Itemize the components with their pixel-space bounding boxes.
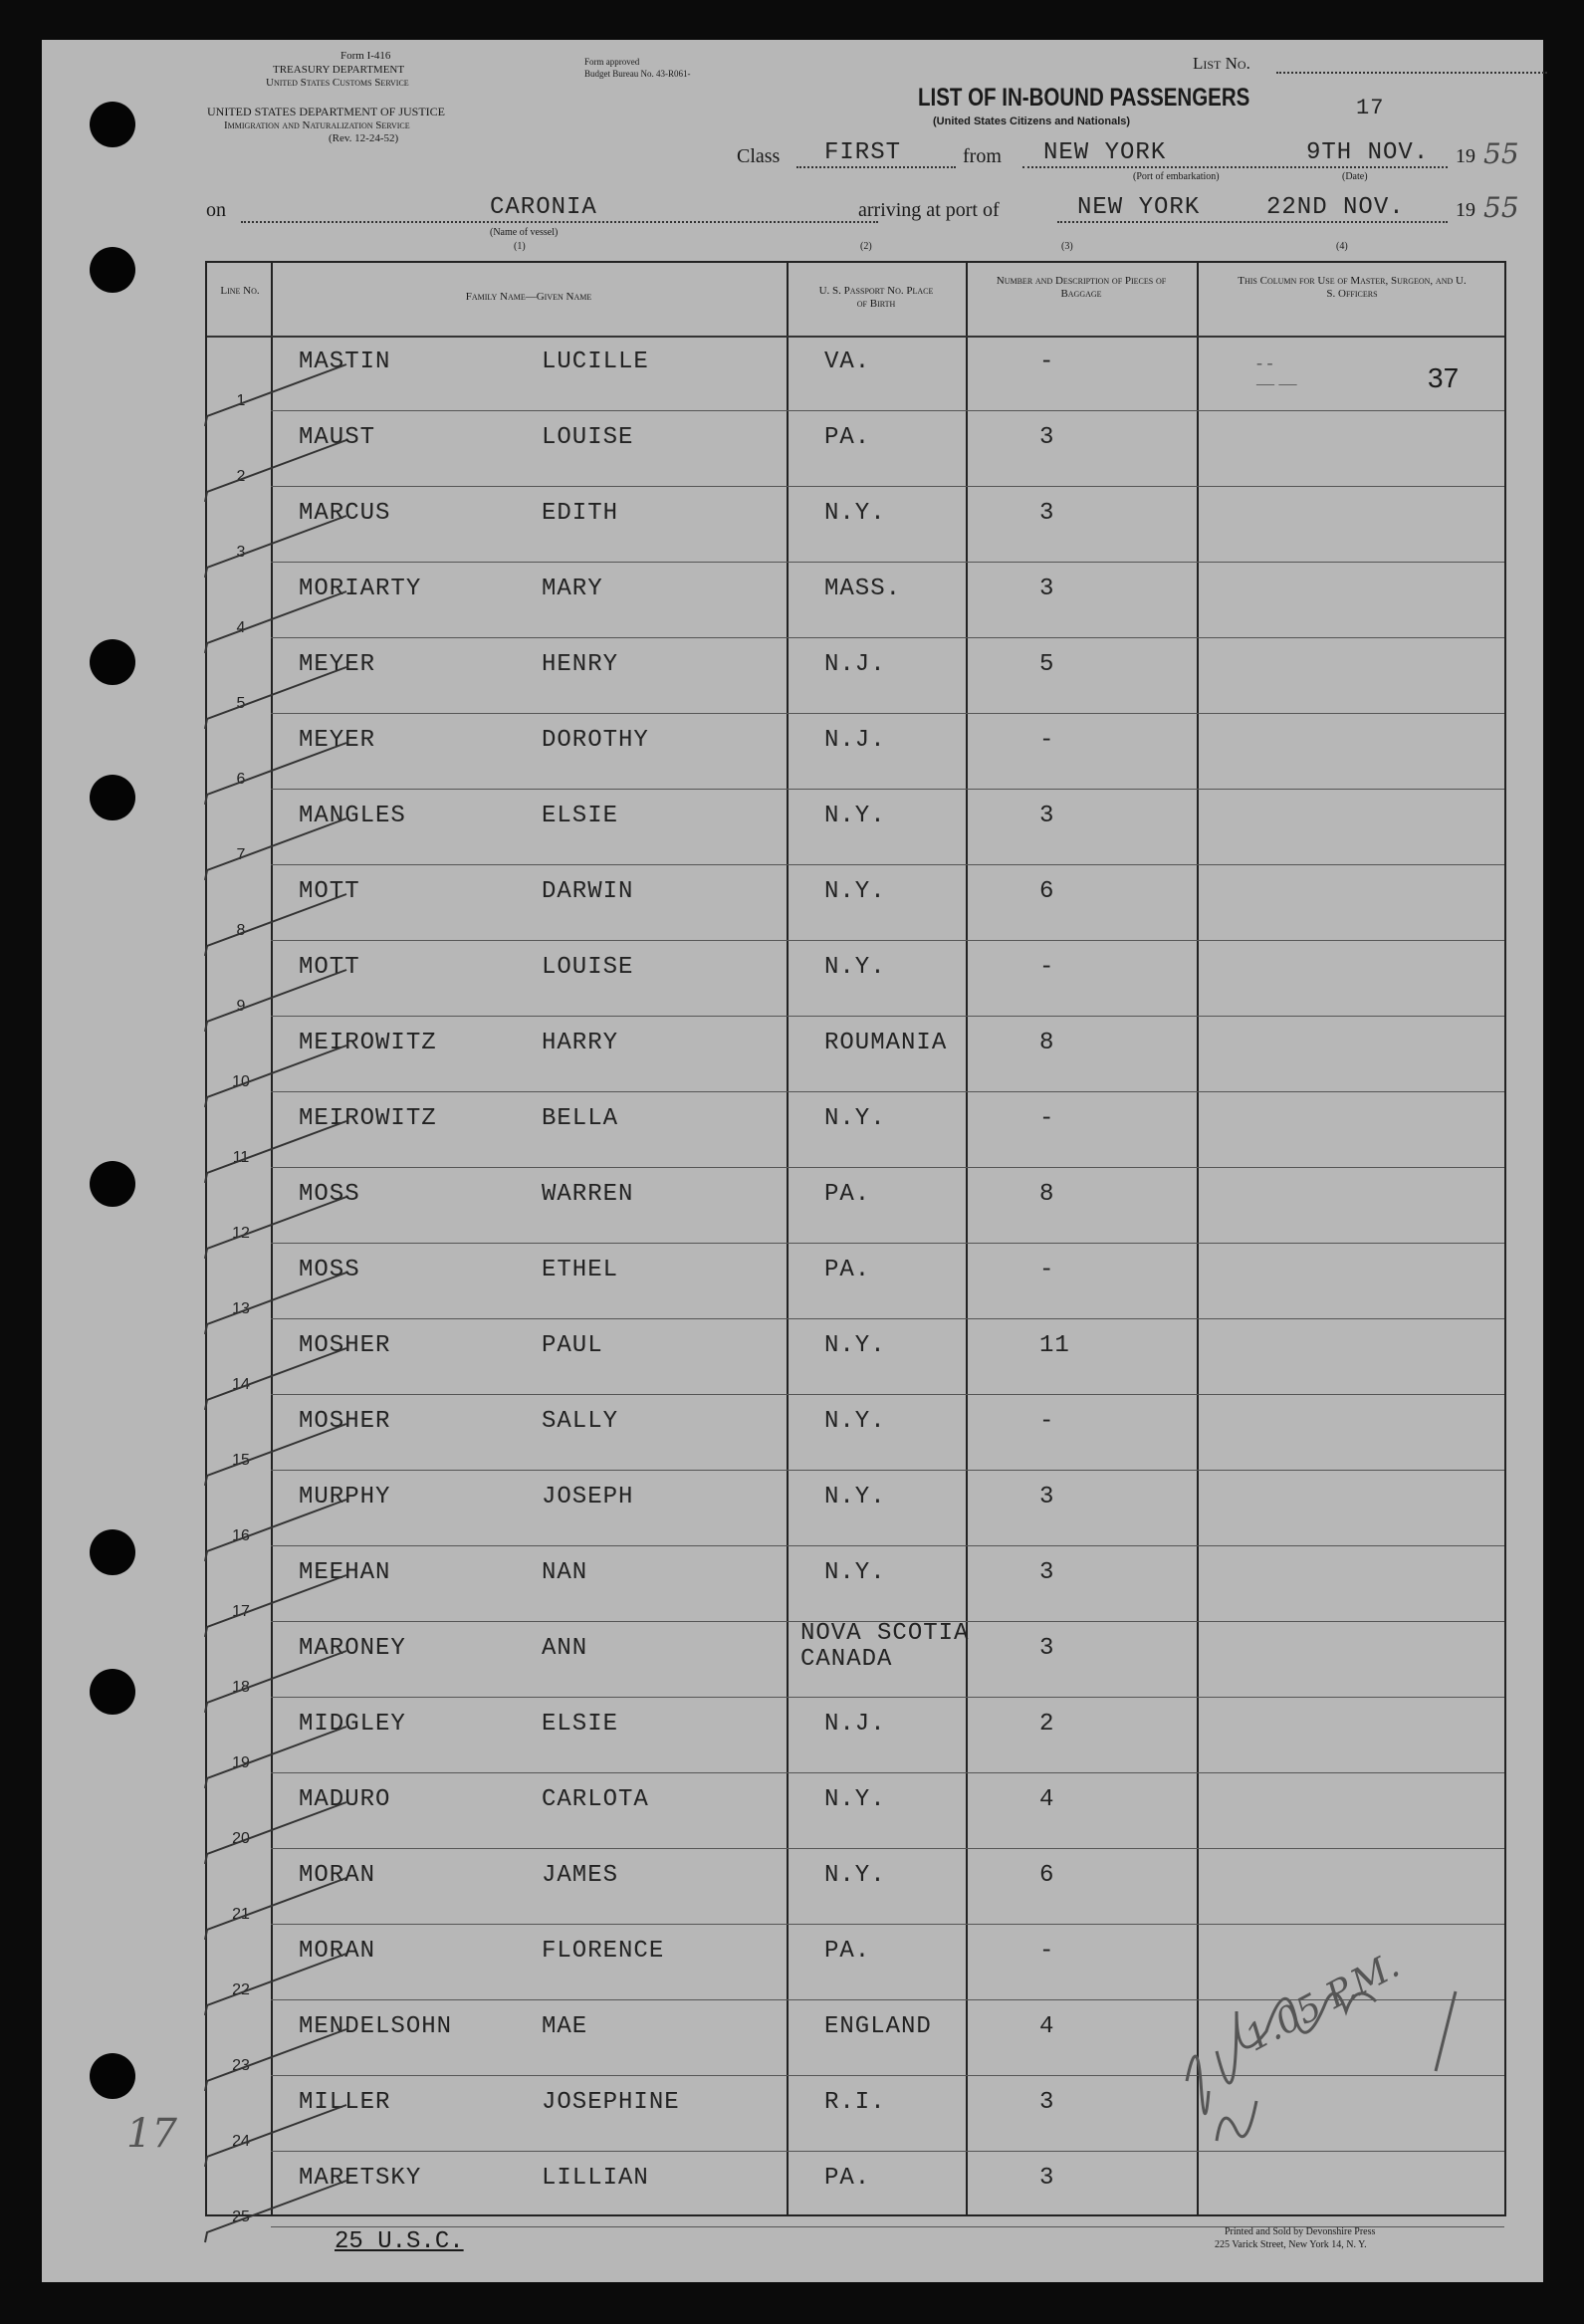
family-name: MOSHER	[299, 1332, 391, 1359]
arriving-line	[1057, 221, 1448, 223]
family-name: MOSHER	[299, 1408, 391, 1435]
line-number: 16	[232, 1527, 250, 1544]
place-of-birth: N.J.	[824, 651, 886, 678]
line-number: 12	[232, 1225, 250, 1242]
punch-hole	[90, 775, 135, 820]
row-divider	[271, 1545, 1504, 1546]
place-of-birth: N.Y.	[824, 1559, 886, 1586]
row-divider	[271, 410, 1504, 411]
treasury-department: TREASURY DEPARTMENT	[273, 64, 405, 76]
place-of-birth: PA.	[824, 1938, 871, 1965]
row-divider	[271, 1167, 1504, 1168]
line-number: 22	[232, 1981, 250, 1998]
given-name: FLORENCE	[542, 1938, 665, 1965]
row-divider	[271, 486, 1504, 487]
baggage-count: 3	[1039, 1635, 1055, 1662]
date-caption: (Date)	[1342, 171, 1368, 182]
table-row	[207, 1699, 1504, 1774]
table-row	[207, 337, 1504, 412]
list-no-line	[1276, 72, 1547, 74]
baggage-count: 3	[1039, 2089, 1055, 2116]
row-divider	[271, 1394, 1504, 1395]
row-divider	[271, 1697, 1504, 1698]
place-of-birth: MASS.	[824, 576, 902, 602]
family-name: MORIARTY	[299, 576, 422, 602]
table-row	[207, 1620, 1504, 1699]
baggage-count: 6	[1039, 878, 1055, 905]
punch-hole	[90, 102, 135, 147]
family-name: MIDGLEY	[299, 1711, 406, 1738]
given-name: NAN	[542, 1559, 588, 1586]
usc-code: 25 U.S.C.	[335, 2228, 464, 2255]
baggage-count: 2	[1039, 1711, 1055, 1738]
year-prefix-1: 19	[1456, 145, 1475, 167]
table-row	[207, 1018, 1504, 1093]
family-name: MEIROWITZ	[299, 1105, 437, 1132]
given-name: JOSEPHINE	[542, 2089, 680, 2116]
line-number: 18	[232, 1679, 250, 1696]
baggage-count: 11	[1039, 1332, 1070, 1359]
vessel-name: CARONIA	[490, 194, 597, 221]
line-number: 19	[232, 1754, 250, 1771]
col-header-baggage: Number and Description of Pieces of Baggage	[996, 275, 1167, 300]
line-number: 5	[236, 695, 246, 712]
given-name: LOUISE	[542, 954, 634, 981]
form-number: Form I-416	[340, 50, 391, 62]
table-row	[207, 488, 1504, 564]
baggage-count: -	[1039, 954, 1055, 981]
punch-hole	[90, 1669, 135, 1715]
table-row	[207, 1547, 1504, 1623]
family-name: MEYER	[299, 727, 376, 754]
budget-bureau-number: Budget Bureau No. 43-R061-	[584, 69, 691, 79]
line-number: 25	[232, 2208, 250, 2225]
arrival-port: NEW YORK	[1077, 194, 1201, 221]
table-row	[207, 1396, 1504, 1472]
line-number: 21	[232, 1906, 250, 1923]
given-name: ANN	[542, 1635, 588, 1662]
table-row	[207, 1472, 1504, 1547]
baggage-count: 6	[1039, 1862, 1055, 1889]
given-name: DOROTHY	[542, 727, 649, 754]
vessel-caption: (Name of vessel)	[490, 227, 559, 238]
baggage-count: 3	[1039, 424, 1055, 451]
family-name: MOTT	[299, 878, 360, 905]
column-ref-3: (3)	[1061, 241, 1073, 252]
row-divider	[271, 1016, 1504, 1017]
baggage-count: -	[1039, 1408, 1055, 1435]
baggage-count: 8	[1039, 1181, 1055, 1208]
col-header-line-no: Line No.	[220, 285, 260, 297]
col-header-passport: U. S. Passport No. Place of Birth	[818, 285, 934, 310]
line-number: 10	[232, 1073, 250, 1090]
place-of-birth: N.Y.	[824, 1408, 886, 1435]
given-name: LILLIAN	[542, 2165, 649, 2192]
line-number: 15	[232, 1452, 250, 1469]
baggage-count: 8	[1039, 1030, 1055, 1056]
printer-line-1: Printed and Sold by Devonshire Press	[1225, 2226, 1376, 2237]
family-name: MEIROWITZ	[299, 1030, 437, 1056]
line-number: 6	[236, 771, 246, 788]
baggage-count: -	[1039, 1257, 1055, 1283]
given-name: WARREN	[542, 1181, 634, 1208]
signature-time-note: 1.05 P.M.	[1239, 1945, 1407, 2060]
place-of-birth: N.Y.	[824, 1105, 886, 1132]
family-name: MAUST	[299, 424, 376, 451]
given-name: CARLOTA	[542, 1786, 649, 1813]
page-number: 17	[1356, 96, 1385, 120]
family-name: MANGLES	[299, 803, 406, 829]
family-name: MORAN	[299, 1938, 376, 1965]
place-of-birth: PA.	[824, 1181, 871, 1208]
line-number: 4	[236, 619, 246, 636]
check-mark	[197, 2173, 356, 2252]
justice-department: UNITED STATES DEPARTMENT OF JUSTICE	[207, 105, 446, 118]
baggage-count: 4	[1039, 1786, 1055, 1813]
place-of-birth: N.Y.	[824, 1332, 886, 1359]
place-of-birth: VA.	[824, 349, 871, 375]
line-number: 20	[232, 1830, 250, 1847]
punch-hole	[90, 247, 135, 293]
table-row	[207, 1093, 1504, 1169]
on-label: on	[206, 199, 226, 221]
family-name: MARONEY	[299, 1635, 406, 1662]
family-name: MEEHAN	[299, 1559, 391, 1586]
family-name: MARCUS	[299, 500, 391, 527]
family-name: MADURO	[299, 1786, 391, 1813]
row-divider	[271, 1848, 1504, 1849]
line-number: 17	[232, 1603, 250, 1620]
given-name: EDITH	[542, 500, 619, 527]
departure-date: 9TH NOV.	[1306, 139, 1430, 166]
family-name: MORAN	[299, 1862, 376, 1889]
passenger-table	[205, 261, 1506, 2225]
given-name: HARRY	[542, 1030, 619, 1056]
vessel-line	[241, 221, 878, 223]
place-of-birth: N.Y.	[824, 1862, 886, 1889]
punch-hole	[90, 639, 135, 685]
given-name: LOUISE	[542, 424, 634, 451]
table-row	[207, 564, 1504, 639]
year-2: 55	[1483, 191, 1519, 224]
place-of-birth: N.Y.	[824, 1484, 886, 1511]
given-name: MAE	[542, 2013, 588, 2040]
row-divider	[271, 1243, 1504, 1244]
table-row	[207, 1245, 1504, 1320]
table-row	[207, 866, 1504, 942]
line-number: 24	[232, 2133, 250, 2150]
line-number: 1	[236, 392, 246, 409]
col-header-name: Family Name—Given Name	[465, 291, 592, 303]
given-name: HENRY	[542, 651, 619, 678]
line-number: 7	[236, 846, 246, 863]
baggage-count: 5	[1039, 651, 1055, 678]
family-name: MOSS	[299, 1257, 360, 1283]
year-1: 55	[1483, 137, 1519, 170]
baggage-count: -	[1039, 349, 1055, 375]
customs-service: United States Customs Service	[266, 77, 409, 89]
column-ref-1: (1)	[514, 241, 526, 252]
from-label: from	[963, 145, 1002, 167]
baggage-count: 3	[1039, 803, 1055, 829]
row-divider	[271, 1772, 1504, 1773]
list-no-label: List No.	[1193, 54, 1250, 73]
place-of-birth: N.J.	[824, 727, 886, 754]
column-ref-4: (4)	[1336, 241, 1348, 252]
given-name: ELSIE	[542, 1711, 619, 1738]
punch-hole	[90, 1529, 135, 1575]
given-name: JAMES	[542, 1862, 619, 1889]
given-name: ELSIE	[542, 803, 619, 829]
baggage-count: 3	[1039, 1484, 1055, 1511]
form-title: LIST OF IN-BOUND PASSENGERS	[918, 84, 1250, 112]
row-divider	[271, 713, 1504, 714]
place-of-birth: ROUMANIA	[824, 1030, 948, 1056]
line-number: 11	[232, 1149, 250, 1166]
from-line	[1022, 166, 1296, 168]
line-number: 9	[236, 998, 246, 1015]
line-number: 13	[232, 1300, 250, 1317]
table-row	[207, 791, 1504, 866]
family-name: MARETSKY	[299, 2165, 422, 2192]
row-divider	[271, 1091, 1504, 1092]
table-row	[207, 1850, 1504, 1926]
class-line	[796, 166, 956, 168]
row-divider	[271, 789, 1504, 790]
given-name: PAUL	[542, 1332, 603, 1359]
family-name: MOTT	[299, 954, 360, 981]
col-header-officers: This Column for Use of Master, Surgeon, and U. S. Officers	[1238, 275, 1467, 300]
year-prefix-2: 19	[1456, 199, 1475, 221]
port-embarkation-caption: (Port of embarkation)	[1133, 171, 1220, 182]
baggage-count: -	[1039, 727, 1055, 754]
table-row	[207, 942, 1504, 1018]
row-divider	[271, 940, 1504, 941]
class-label: Class	[737, 145, 781, 167]
line-number: 2	[236, 468, 246, 485]
table-row	[207, 1169, 1504, 1245]
baggage-count: 3	[1039, 1559, 1055, 1586]
table-row	[207, 639, 1504, 715]
budget-approval: Form approved	[584, 57, 640, 67]
form-subtitle: (United States Citizens and Nationals)	[933, 116, 1131, 127]
table-row	[207, 1320, 1504, 1396]
officer-note-dashes: - - — —	[1256, 352, 1297, 393]
row-divider	[271, 637, 1504, 638]
place-of-birth: PA.	[824, 1257, 871, 1283]
printer-line-2: 225 Varick Street, New York 14, N. Y.	[1215, 2239, 1367, 2250]
place-of-birth: ENGLAND	[824, 2013, 932, 2040]
family-name: MENDELSOHN	[299, 2013, 453, 2040]
baggage-count: -	[1039, 1105, 1055, 1132]
place-of-birth: R.I.	[824, 2089, 886, 2116]
place-of-birth: N.Y.	[824, 1786, 886, 1813]
table-row	[207, 412, 1504, 488]
family-name: MASTIN	[299, 349, 391, 375]
punch-hole	[90, 2053, 135, 2099]
row-divider	[271, 1318, 1504, 1319]
officer-note: 37	[1428, 362, 1460, 393]
given-name: SALLY	[542, 1408, 619, 1435]
immigration-service: Immigration and Naturalization Service	[224, 119, 410, 131]
row-divider	[271, 562, 1504, 563]
punch-hole	[90, 1161, 135, 1207]
place-of-birth: N.Y.	[824, 803, 886, 829]
line-number: 14	[232, 1376, 250, 1393]
line-number: 3	[236, 544, 246, 561]
baggage-count: 3	[1039, 500, 1055, 527]
table-row	[207, 1774, 1504, 1850]
row-divider	[271, 1924, 1504, 1925]
date-line	[1298, 166, 1448, 168]
given-name: MARY	[542, 576, 603, 602]
place-of-birth: N.Y.	[824, 878, 886, 905]
baggage-count: 3	[1039, 576, 1055, 602]
column-ref-2: (2)	[860, 241, 872, 252]
place-of-birth: NOVA SCOTIA CANADA	[800, 1620, 970, 1673]
table-row	[207, 715, 1504, 791]
family-name: MOSS	[299, 1181, 360, 1208]
given-name: BELLA	[542, 1105, 619, 1132]
line-number: 23	[232, 2057, 250, 2074]
place-of-birth: N.Y.	[824, 500, 886, 527]
place-of-birth: PA.	[824, 424, 871, 451]
given-name: JOSEPH	[542, 1484, 634, 1511]
baggage-count: -	[1039, 1938, 1055, 1965]
arrival-date: 22ND NOV.	[1266, 194, 1405, 221]
given-name: LUCILLE	[542, 349, 649, 375]
form-revision: (Rev. 12-24-52)	[329, 132, 399, 144]
baggage-count: 4	[1039, 2013, 1055, 2040]
row-divider	[271, 864, 1504, 865]
place-of-birth: PA.	[824, 2165, 871, 2192]
place-of-birth: N.Y.	[824, 954, 886, 981]
baggage-count: 3	[1039, 2165, 1055, 2192]
class-value: FIRST	[824, 139, 902, 166]
family-name: MILLER	[299, 2089, 391, 2116]
given-name: DARWIN	[542, 878, 634, 905]
place-of-birth: N.J.	[824, 1711, 886, 1738]
row-divider	[271, 1470, 1504, 1471]
family-name: MURPHY	[299, 1484, 391, 1511]
margin-note: 17	[126, 2111, 177, 2157]
line-number: 8	[236, 922, 246, 939]
port-of-embarkation: NEW YORK	[1043, 139, 1167, 166]
given-name: ETHEL	[542, 1257, 619, 1283]
family-name: MEYER	[299, 651, 376, 678]
passenger-list-page	[42, 40, 1543, 2282]
arriving-label: arriving at port of	[858, 199, 1000, 221]
